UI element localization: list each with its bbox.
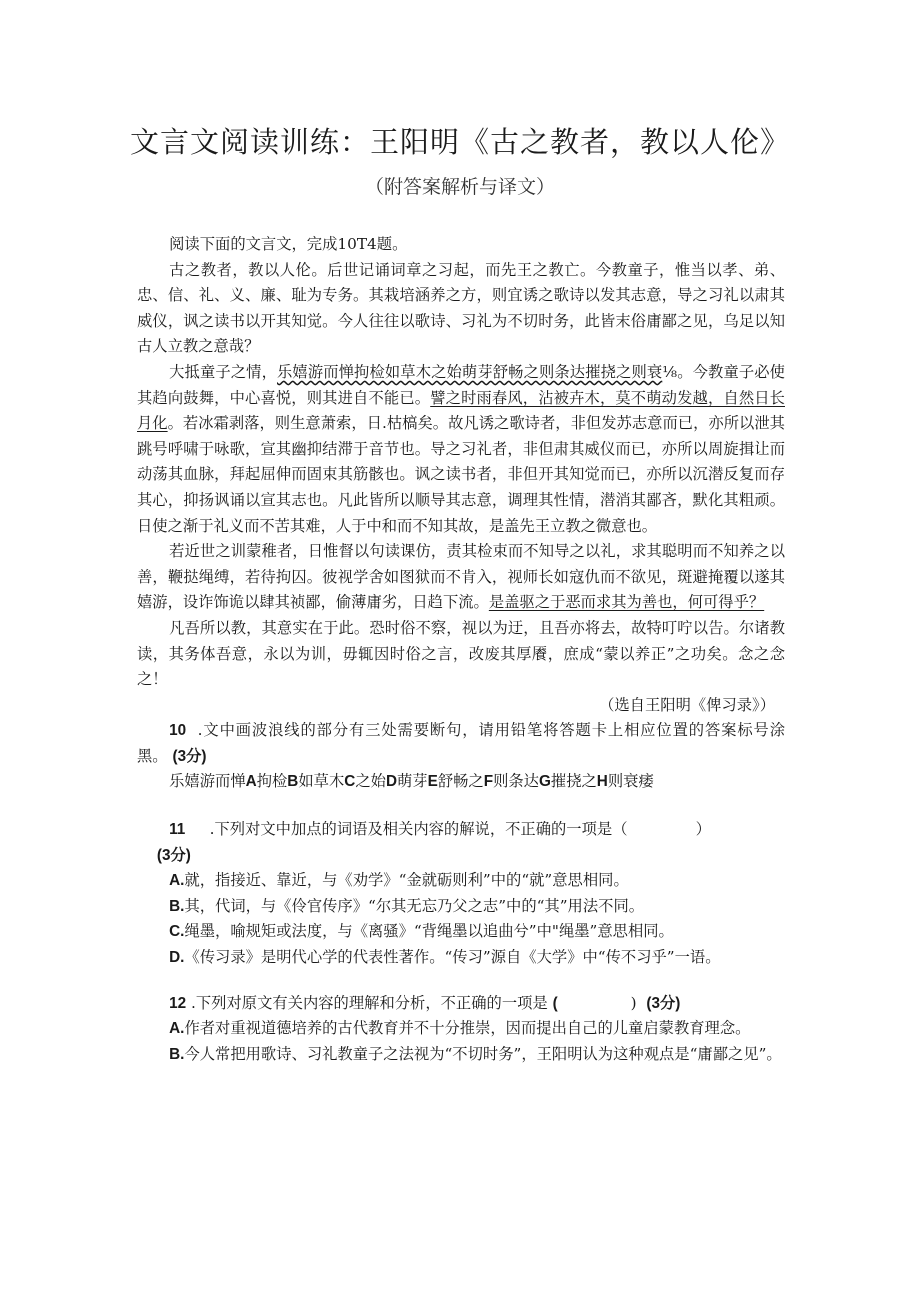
question-11 bbox=[137, 817, 785, 843]
passage-text: 。若冰霜剥落，则生意萧索，日.枯槁矣。故凡诱之歌诗者，非但发苏志意而已，亦所以泄其跳号呼啸于咏歌，宣其幽抑结滞于音节也。导之习礼者，非但肃其威仪而已，亦所以周旋揖让而动荡其血脉，拜起屈伸而固束其筋骸也。讽之读书者，非但开其知觉而已，亦所以沉潜反复而存其心，抑扬讽诵以宣其志也。凡此皆所以顺导其志意，调理其性情，潜消其鄙吝，默化其粗顽。日使之渐于礼义而不苦其难，人于中和而不知其故，是盖先王立教之微意也。 bbox=[137, 414, 785, 535]
question-points: (3分) bbox=[172, 747, 207, 765]
segment-text: 萌芽 bbox=[397, 772, 428, 791]
question-11-points bbox=[137, 843, 785, 869]
option-label: D. bbox=[169, 949, 185, 967]
passage-text: 若近世之训蒙稚者，日惟督以句读课仿，责其检束而不知导之以礼，求其聪明而不知养之以善，鞭挞绳缚，若待拘囚。彼视学舍如图狱而不肯入，视师长如寇仇而不欲见，斑避掩覆以遂其嬉游，设诈饰诡以肆其祯鄙，偷薄庸劣，日趋下流。 bbox=[137, 542, 785, 612]
segment-text: 则条达 bbox=[493, 772, 539, 791]
answer-blank-close: ) bbox=[630, 993, 637, 1012]
segment-label[interactable]: F bbox=[483, 773, 494, 791]
option-b[interactable] bbox=[137, 894, 785, 920]
option-d[interactable] bbox=[137, 945, 785, 971]
option-a[interactable] bbox=[137, 1016, 785, 1042]
spacer bbox=[137, 971, 785, 991]
passage-paragraph-4: 凡吾所以教，其意实在于此。恐时俗不察，视以为迂，且吾亦将去，故特叮咛以告。尔诸教读，其务体吾意，永以为训，毋辄因时俗之言，改废其厚餍，庶成“蒙以养正”之功矣。念之念之！ bbox=[137, 618, 785, 689]
segment-text: 舒畅之 bbox=[437, 772, 484, 791]
question-text: .下列对文中加点的词语及相关内容的解说，不正确的一项是（ bbox=[209, 820, 628, 839]
source-citation: （选自王阳明《俾习录》） bbox=[599, 695, 775, 714]
page-title: 文言文阅读训练：王阳明《古之教者，教以人伦》 bbox=[129, 125, 790, 159]
segment-options bbox=[137, 769, 785, 795]
question-number: 10 bbox=[169, 722, 187, 740]
segment-text: 摧挠之 bbox=[550, 772, 597, 791]
document-body bbox=[137, 232, 785, 1067]
passage-paragraph-2 bbox=[137, 360, 785, 539]
underlined-text: 譬之时雨春风，沾被卉木，莫不萌动发越，自然日长月化 bbox=[137, 388, 785, 433]
option-text: 《传习录》是明代心学的代表性著作。“传习”源自《大学》中“传不习乎”一语。 bbox=[184, 948, 721, 967]
segment-label[interactable]: H bbox=[596, 773, 608, 791]
question-text: .文中画波浪线的部分有三处需要断句，请用铅笔将答题卡上相应位置的答案标号涂黑。 bbox=[137, 721, 785, 765]
intro-text: 阅读下面的文言文，完成10T4题。 bbox=[169, 235, 408, 253]
segment-text: 之始 bbox=[355, 772, 386, 791]
segment-label[interactable]: C bbox=[344, 773, 356, 791]
passage-text: 大抵童子之情， bbox=[169, 362, 277, 381]
segment-label[interactable]: G bbox=[538, 773, 551, 791]
segment-label[interactable]: E bbox=[427, 773, 438, 791]
segment-label[interactable]: B bbox=[287, 773, 299, 791]
question-10 bbox=[137, 718, 785, 769]
option-c[interactable] bbox=[137, 919, 785, 945]
option-label: B. bbox=[169, 897, 185, 915]
question-points: (3分) bbox=[156, 846, 191, 864]
option-label: C. bbox=[169, 923, 185, 941]
option-text: 就，指接近、靠近，与《劝学》“金就砺则利”中的“就”意思相同。 bbox=[184, 871, 629, 890]
option-a[interactable] bbox=[137, 868, 785, 894]
option-label: A. bbox=[169, 1020, 185, 1038]
answer-blank-close: ） bbox=[695, 820, 711, 839]
option-text: 绳墨，喻规矩或法度，与《离骚》“背绳墨以追曲兮”中"绳墨”意思相同。 bbox=[184, 922, 674, 941]
option-text: 其，代词，与《伶官传序》“尔其无忘乃父之志”中的“其”用法不同。 bbox=[184, 896, 645, 915]
segment-text: 乐嬉游而惮 bbox=[169, 772, 246, 791]
segment-text: 拘检 bbox=[256, 772, 288, 791]
option-label: B. bbox=[169, 1045, 185, 1063]
question-points: (3分) bbox=[646, 994, 681, 1012]
question-number: 12 bbox=[169, 994, 187, 1012]
option-text: 作者对重视道德培养的古代教育并不十分推崇，因而提出自己的儿童启蒙教育理念。 bbox=[184, 1019, 751, 1038]
option-text: 今人常把用歌诗、习礼教童子之法视为“不切时务”，王阳明认为这种观点是“庸鄙之见”。 bbox=[184, 1044, 782, 1063]
passage-text: ⅛。今教童子必使其趋向鼓舞，中心喜悦，则其进自不能已。 bbox=[137, 362, 785, 407]
spacer bbox=[137, 795, 785, 817]
passage-paragraph-3 bbox=[137, 539, 785, 616]
segment-label[interactable]: D bbox=[385, 773, 397, 791]
passage-paragraph-1: 古之教者，教以人伦。后世记诵词章之习起，而先王之教亡。今教童子，惟当以孝、弟、忠、信、礼、义、廉、耻为专务。其栽培涵养之方，则宜诱之歌诗以发其志意，导之习礼以肃其威仪，讽之读书以开其知觉。今人往往以歌诗、习礼为不切时务，此皆末俗庸鄙之见，乌足以知古人立教之意哉？ bbox=[137, 260, 785, 356]
segment-text: 如草木 bbox=[298, 772, 345, 791]
question-12 bbox=[137, 991, 785, 1017]
answer-blank-open: ( bbox=[552, 994, 558, 1012]
question-text: .下列对原文有关内容的理解和分析，不正确的一项是 bbox=[191, 993, 548, 1012]
underlined-text: 是盖驱之于恶而求其为善也，何可得乎？ bbox=[488, 593, 765, 612]
option-label: A. bbox=[169, 872, 185, 890]
wavy-underlined-text: 乐嬉游而惮拘检如草木之始萌芽舒畅之则条达摧挠之则衰 bbox=[277, 362, 663, 381]
question-number: 11 bbox=[169, 821, 186, 839]
segment-label[interactable]: A bbox=[245, 773, 257, 791]
option-b[interactable] bbox=[137, 1042, 785, 1068]
segment-text: 则衰痿 bbox=[607, 772, 654, 791]
page-subtitle: （附答案解析与译文） bbox=[364, 176, 555, 198]
